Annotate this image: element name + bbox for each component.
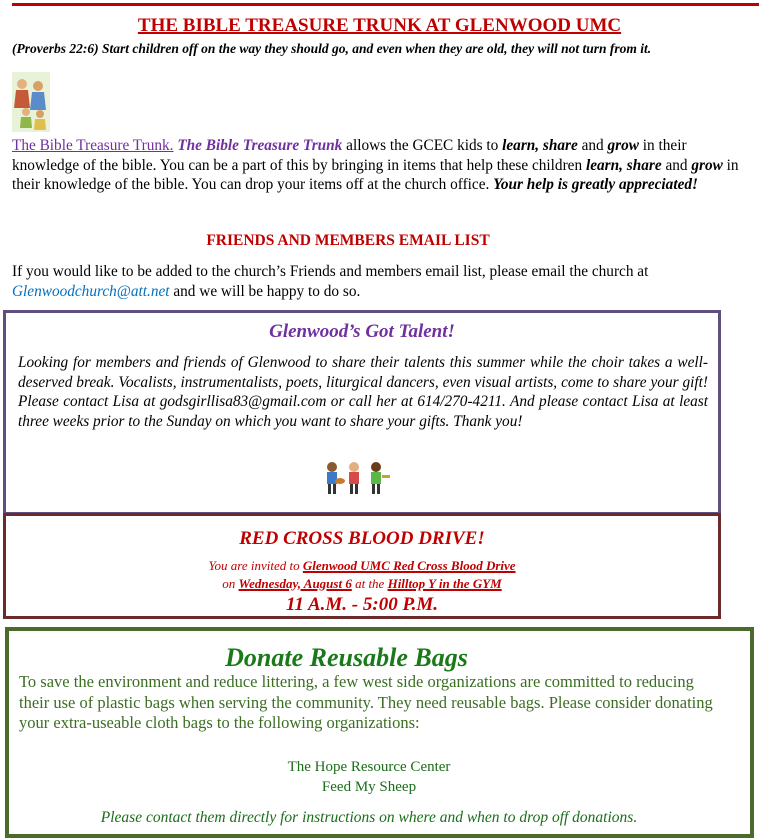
talent-body: Looking for members and friends of Glenwood to share their talents this summer while the choir takes a well-deserved break. Vocalists, instrumentalists, poets, liturgical dancers, even visual artists, come to share your gift! Please contact Lisa at godsgirllisa83@gmail.com or call her at 614/270-4211. And please contact Lisa at least three weeks prior to the Sunday on which you want to share your gifts. Thank you! bbox=[18, 354, 708, 430]
church-email-link[interactable]: Glenwoodchurch@att.net bbox=[12, 282, 170, 300]
talent-box bbox=[3, 310, 721, 515]
bible-trunk-title: THE BIBLE TREASURE TRUNK AT GLENWOOD UMC bbox=[137, 15, 622, 36]
blood-drive-details: on Wednesday, August 6 at the Hilltop Y in the GYM bbox=[222, 576, 502, 591]
blood-drive-time: 11 A.M. - 5:00 P.M. bbox=[285, 594, 439, 615]
kids-music-illustration bbox=[320, 461, 392, 495]
bags-title: Donate Reusable Bags bbox=[225, 643, 468, 672]
appreciated-note: Your help is greatly appreciated! bbox=[493, 176, 698, 193]
bags-body: To save the environment and reduce littering, a few west side organizations are committed to reducing their use of plastic bags when serving the community. They need reusable bags. Please consider donating your extra-useable cloth bags to the following organizations: bbox=[19, 672, 713, 732]
blood-drive-place: Hilltop Y in the GYM bbox=[387, 576, 502, 591]
top-divider bbox=[12, 3, 759, 6]
org-item: Feed My Sheep bbox=[321, 779, 417, 795]
email-list-heading: FRIENDS AND MEMBERS EMAIL LIST bbox=[206, 232, 490, 249]
talent-title: Glenwood’s Got Talent! bbox=[269, 321, 455, 342]
blood-drive-box bbox=[3, 513, 721, 619]
blood-drive-invite: You are invited to Glenwood UMC Red Cross Blood Drive bbox=[208, 558, 516, 573]
reusable-bags-box bbox=[5, 627, 754, 838]
proverb-quote: (Proverbs 22:6) Start children off on the way they should go, and even when they are old, they will not turn from it. bbox=[12, 41, 652, 56]
bags-footer: Please contact them directly for instructions on where and when to drop off donations. bbox=[100, 809, 638, 826]
bible-trunk-description: The Bible Treasure Trunk. The Bible Treasure Trunk allows the GCEC kids to learn, share and grow in their knowledge of the bible. You can be a part of this by bringing in items that help these children learn, share and grow in their knowledge of the bible. You can drop your items off at the church office. Your help is greatly appreciated! bbox=[12, 137, 739, 193]
bible-story-illustration bbox=[12, 72, 50, 132]
org-item: The Hope Resource Center bbox=[287, 759, 451, 775]
bible-trunk-name: The Bible Treasure Trunk bbox=[177, 137, 343, 154]
email-list-text: If you would like to be added to the church’s Friends and members email list, please email the church at Glenwoodchurch@att.net and we will be happy to do so. bbox=[12, 263, 649, 300]
blood-drive-event: Glenwood UMC Red Cross Blood Drive bbox=[302, 558, 516, 573]
blood-drive-date: Wednesday, August 6 bbox=[238, 576, 352, 591]
blood-drive-title: RED CROSS BLOOD DRIVE! bbox=[239, 528, 485, 549]
bible-trunk-link[interactable]: The Bible Treasure Trunk. bbox=[12, 137, 174, 154]
